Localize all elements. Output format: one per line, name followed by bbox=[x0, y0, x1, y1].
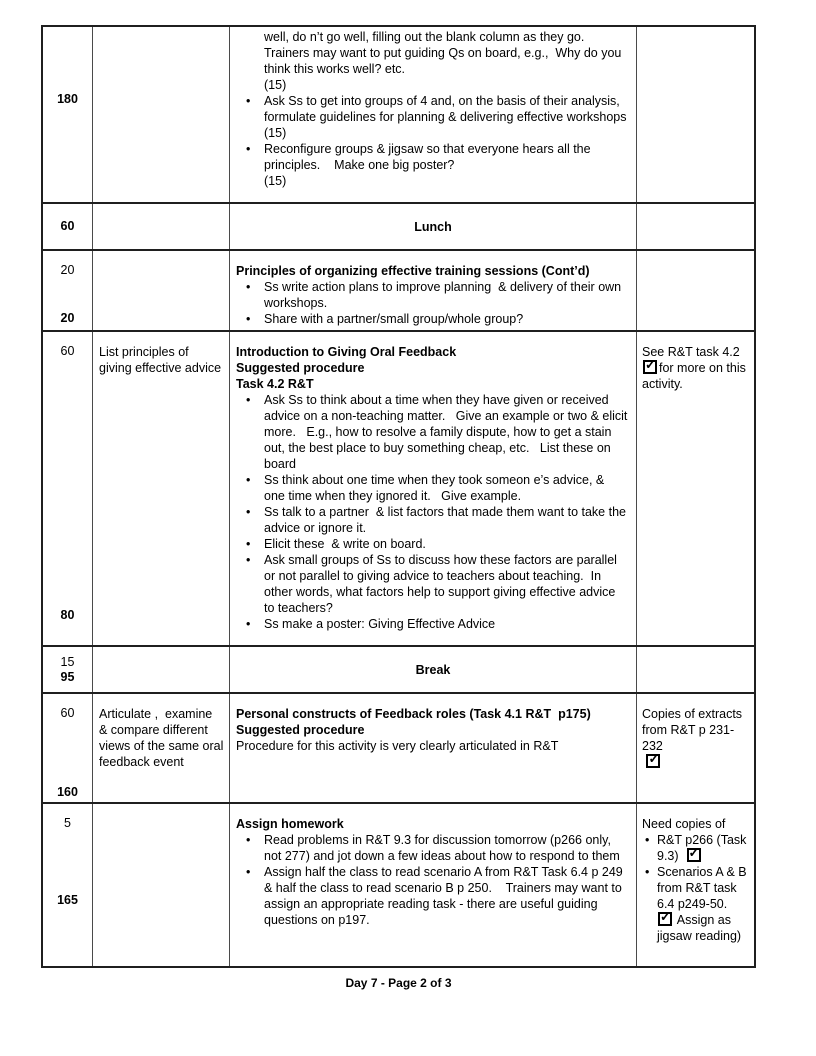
table-row bbox=[43, 249, 754, 330]
resource-paragraph-text: Need copies of bbox=[642, 817, 726, 831]
resources-cell bbox=[637, 204, 754, 249]
bullet-item: • Ask small groups of Ss to discuss how these factors are parallel or not parallel to giving advice to teachers about teaching. In other words, what factors help to support giving effective advice to teachers? bbox=[236, 552, 628, 616]
table-row bbox=[43, 802, 754, 966]
activity-heading: Task 4.2 R&T bbox=[236, 377, 314, 391]
objective-text: Articulate , examine & compare different views of the same oral feedback event bbox=[99, 707, 227, 769]
meal-break-label: Lunch bbox=[414, 219, 452, 234]
checked-checkbox-icon bbox=[643, 360, 657, 374]
checked-checkbox-icon bbox=[658, 912, 672, 926]
activity-heading: Suggested procedure bbox=[236, 723, 365, 737]
bullet-item: • Read problems in R&T 9.3 for discussion tomorrow (p266 only, not 277) and jot down a few ideas about how to respond to them bbox=[236, 832, 628, 864]
activity-cell bbox=[230, 694, 637, 802]
objective-cell bbox=[93, 332, 230, 645]
resources-cell bbox=[637, 332, 754, 645]
activity-heading: Assign homework bbox=[236, 817, 344, 831]
activity-cell bbox=[230, 27, 637, 202]
duration-value: 60 bbox=[60, 219, 75, 233]
objective-cell bbox=[93, 251, 230, 330]
objective-text: List principles of giving effective advice bbox=[99, 345, 222, 375]
table-row bbox=[43, 645, 754, 692]
bullet-item: • Elicit these & write on board. bbox=[236, 536, 628, 552]
time-cell bbox=[43, 332, 93, 645]
resource-paragraph-text bbox=[642, 754, 751, 770]
activity-heading: Suggested procedure bbox=[236, 361, 365, 375]
time-cell bbox=[43, 27, 93, 202]
resources-cell bbox=[637, 804, 754, 966]
table-row bbox=[43, 202, 754, 249]
activity-cell bbox=[230, 251, 637, 330]
table-row bbox=[43, 27, 754, 202]
activity-heading: Introduction to Giving Oral Feedback bbox=[236, 345, 457, 359]
duration-value: 5 bbox=[64, 816, 71, 830]
resource-paragraph-text: Copies of extracts from R&T p 231-232 bbox=[642, 707, 746, 753]
bullet-item: • Assign half the class to read scenario A from R&T Task 6.4 p 249 & half the class to read scenario B p 250. Trainers may want to assign an appropriate reading task - there are useful guiding questions on p197. bbox=[236, 864, 628, 928]
activity-cell bbox=[230, 804, 637, 966]
table-row bbox=[43, 330, 754, 645]
resource-bullet-item: • Scenarios A & B from R&T task 6.4 p249-50. ✓ Assign as jigsaw reading) bbox=[642, 864, 751, 944]
paragraph-text: Procedure for this activity is very clearly articulated in R&T bbox=[236, 739, 559, 753]
resources-cell bbox=[637, 694, 754, 802]
bullet-item: • Ss make a poster: Giving Effective Advice bbox=[236, 616, 628, 632]
time-cell bbox=[43, 204, 93, 249]
objective-cell bbox=[93, 804, 230, 966]
bullet-item: • Ss think about one time when they took someon e’s advice, & one time when they ignored it. Give example. bbox=[236, 472, 628, 504]
activity-cell bbox=[230, 204, 637, 249]
bullet-item: • Reconfigure groups & jigsaw so that everyone hears all the principles. Make one big poster? bbox=[236, 141, 628, 173]
time-cell bbox=[43, 251, 93, 330]
resources-cell bbox=[637, 251, 754, 330]
duration-value: 60 bbox=[60, 344, 75, 358]
bullet-item: • Ss write action plans to improve planning & delivery of their own workshops. bbox=[236, 279, 628, 311]
bullet-item: • Share with a partner/small group/whole group? bbox=[236, 311, 628, 327]
objective-cell bbox=[93, 694, 230, 802]
resources-cell bbox=[637, 647, 754, 692]
time-cell bbox=[43, 647, 93, 692]
duration-value: 180 bbox=[57, 92, 78, 106]
duration-value: 20 bbox=[60, 263, 75, 277]
time-cell bbox=[43, 804, 93, 966]
activity-cell bbox=[230, 332, 637, 645]
activity-heading: Personal constructs of Feedback roles (Task 4.1 R&T p175) bbox=[236, 707, 591, 721]
page-footer-text: Day 7 - Page 2 of 3 bbox=[345, 976, 452, 990]
bullet-item: • Ss talk to a partner & list factors that made them want to take the advice or ignore it. bbox=[236, 504, 628, 536]
bullet-item: • Ask Ss to get into groups of 4 and, on the basis of their analysis, formulate guidelines for planning & delivering effective workshops bbox=[236, 93, 628, 125]
bullet-item: • Ask Ss to think about a time when they have given or received advice on a non-teaching matter. Give an example or two & elicit more. E.g., how to resolve a family dispute, how to get a stain out, the best place to buy something cheap, etc. List these on board bbox=[236, 392, 628, 472]
duration-value: 60 bbox=[60, 706, 75, 720]
cumulative-duration-value: 80 bbox=[60, 608, 75, 622]
meal-break-label: Break bbox=[415, 662, 451, 677]
table-row bbox=[43, 692, 754, 802]
cumulative-duration-value: 160 bbox=[57, 785, 78, 799]
checked-checkbox-icon bbox=[646, 754, 660, 768]
objective-cell bbox=[93, 27, 230, 202]
continuation-text: (15) bbox=[264, 126, 287, 140]
continuation-text: (15) bbox=[264, 78, 287, 92]
page-footer bbox=[41, 975, 756, 991]
duration-value: 15 bbox=[60, 654, 75, 669]
cumulative-duration-value: 95 bbox=[60, 669, 75, 684]
time-cell bbox=[43, 694, 93, 802]
cumulative-duration-value: 20 bbox=[60, 311, 75, 325]
resource-paragraph-text: See R&T task 4.2 ✓for more on this activity. bbox=[642, 344, 751, 392]
cumulative-duration-value: 165 bbox=[57, 893, 78, 907]
continuation-text: well, do n’t go well, filling out the blank column as they go. Trainers may want to put guiding Qs on board, e.g., Why do you think this works well? etc. bbox=[264, 30, 625, 76]
objective-cell bbox=[93, 647, 230, 692]
checked-checkbox-icon bbox=[687, 848, 701, 862]
objective-cell bbox=[93, 204, 230, 249]
activity-cell bbox=[230, 647, 637, 692]
schedule-table bbox=[41, 25, 756, 968]
resource-bullet-item: • R&T p266 (Task 9.3) ✓ bbox=[642, 832, 751, 864]
resources-cell bbox=[637, 27, 754, 202]
continuation-text: (15) bbox=[264, 174, 287, 188]
activity-heading: Principles of organizing effective training sessions (Cont’d) bbox=[236, 264, 590, 278]
